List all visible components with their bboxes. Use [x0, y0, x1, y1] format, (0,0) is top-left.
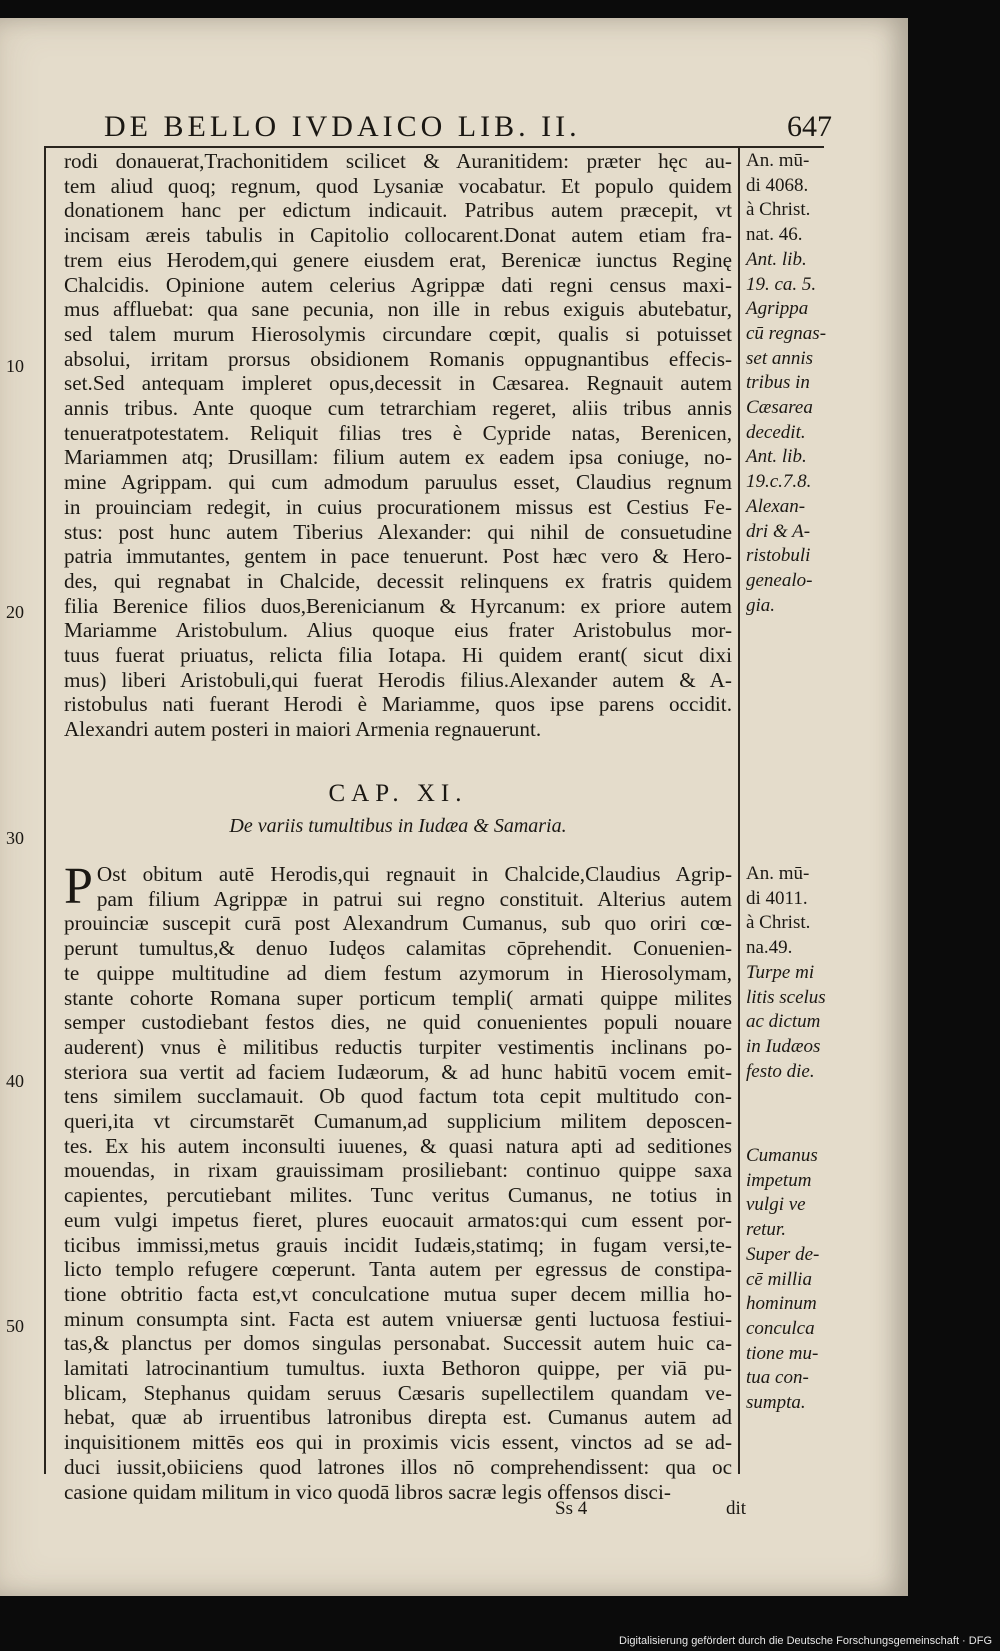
margin-note-line: 19.c.7.8. — [746, 471, 812, 493]
text-line: patria immutantes, gentem in pace tenuerunt. Post hæc vero & Hero- — [64, 544, 732, 569]
line-number: 50 — [6, 1316, 24, 1336]
text-line: capientes, percutiebant milites. Tunc veritus Cumanus, ne totius in — [64, 1183, 732, 1208]
margin-note-line: tione mu- — [746, 1342, 819, 1364]
text-line: minum consumpta sint. Facta est autem vniuersæ genti luctuosa festiui- — [64, 1306, 732, 1331]
text-line: Ost obitum autē Herodis,qui regnauit in Chalcide,Claudius Agrip- — [96, 862, 732, 886]
text-line: set.Sed antequam impleret opus,decessit in Cæsarea. Regnauit autem — [64, 371, 732, 396]
margin-note-line: festo die. — [746, 1060, 815, 1082]
text-line: tione obtritio facta est,vt conculcatione mutua super decem millia ho- — [64, 1281, 732, 1306]
line-number: 30 — [6, 828, 24, 848]
text-line: mine Agrippam. qui cum admodum paruulus esset, Claudius regnum — [64, 470, 732, 495]
margin-note-line: gia. — [746, 594, 776, 616]
text-line: tenueratpotestatem. Reliquit filias tres è Cypride natas, Berenicen, — [64, 420, 732, 445]
margin-note-line: An. mū- — [746, 150, 810, 171]
margin-note-line: tribus in — [746, 372, 810, 394]
text-line: queri,ita vt circumstarēt Cumanum,ad supplicium militem deposcen- — [64, 1109, 732, 1134]
margin-note-line: Agrippa — [746, 298, 809, 320]
text-line: perunt tumultus,& denuo Iudęos calamitas cōprehendit. Conuenien- — [64, 936, 732, 961]
page-number: 647 — [787, 110, 832, 143]
margin-note-line: genealo- — [746, 569, 813, 591]
text-line: trem eius Herodem,qui genere eiusdem erat, Berenicæ iunctus Reginę — [64, 247, 732, 272]
text-line: licto templo refugere cœperunt. Tanta autem per egressus de constipa- — [64, 1257, 732, 1282]
text-line: blicam, Stephanus quidam seruus Cæsaris supellectilem quandam ve- — [64, 1380, 732, 1405]
page-header — [44, 106, 832, 148]
text-line: pam filium Agrippæ in patrui sui regno constituit. Alterius autem — [96, 886, 732, 911]
text-line: in prouinciam redegit, in cuius procurationem missus est Cestius Fe- — [64, 494, 732, 519]
signature-mark: Ss 4 — [555, 1498, 588, 1519]
chapter-title: CAP. XI. — [328, 780, 468, 807]
text-line: tes. Ex his autem inconsulti iuuenes, & quasi natura apti ad seditiones — [64, 1133, 732, 1158]
margin-note-line: Cæsarea — [746, 397, 813, 419]
text-line: mouendas, in rixam grauissimam prosiliebant: continuo quippe saxa — [64, 1158, 732, 1183]
margin-note-line: impetum — [746, 1169, 812, 1191]
margin-note-line: tua con- — [746, 1367, 809, 1389]
text-line: des, qui regnabat in Chalcide, decessit relinquens ex fratris quidem — [64, 568, 732, 593]
margin-note-line: ac dictum — [746, 1011, 821, 1033]
text-line: donationem hanc per edictum indicauit. Patribus autem præcepit, vt — [64, 198, 732, 223]
drop-capital: P — [64, 858, 93, 915]
text-line: inquisitionem mittēs eos qui in proximis vicis essent, vinctos ad se ad- — [64, 1430, 732, 1455]
margin-note-line: Turpe mi — [746, 961, 815, 983]
margin-note-line: nat. 46. — [746, 224, 803, 246]
text-line: tas,& planctus per domos singulas personabat. Successit autem huic ca- — [64, 1331, 732, 1356]
text-line: sed talem murum Hierosolymis circundare cœpit, qualis si potuisset — [64, 321, 732, 346]
margin-note-line: decedit. — [746, 421, 806, 443]
text-line: prouinciæ suscepit curā post Alexandrum Cumanus, sub quo oriri cœ- — [64, 911, 732, 936]
text-line: mus affluebat: qua sane pecunia, non ille in rebus exiguis abutebatur, — [64, 297, 732, 322]
margin-note-line: na.49. — [746, 937, 793, 959]
text-line: ticibus immissi,metus grauis incidit Iudæis,statimq; in fugam versi,te- — [64, 1232, 732, 1257]
margin-note-line: Cumanus — [746, 1145, 818, 1166]
line-number: 10 — [6, 356, 24, 376]
margin-note-chronology-agrippa — [746, 149, 842, 618]
text-line: mus) liberi Aristobuli,qui fuerat Herodis filius.Alexander autem & A- — [64, 667, 732, 692]
chapter-subtitle: De variis tumultibus in Iudæa & Samaria. — [229, 815, 567, 837]
digitization-credit: Digitalisierung gefördert durch die Deutsche Forschungsgemeinschaft · DFG — [619, 1635, 992, 1647]
margin-note-line: set annis — [746, 347, 814, 369]
margin-note-line: à Christ. — [746, 912, 811, 934]
text-line: auderent) vnus è militibus reductis turpiter vestimentis inclinans po- — [64, 1034, 732, 1059]
book-page — [0, 18, 908, 1596]
margin-note-tumult — [746, 1144, 842, 1416]
text-line: semper custodiebant festos dies, ne quid conuenientes populi nouare — [64, 1010, 732, 1035]
margin-note-chronology-cumanus — [746, 862, 842, 1084]
text-line: eum vulgi impetus fieret, plures euocauit armatos:qui cum essent por- — [64, 1207, 732, 1232]
text-line: duci iussit,obiiciens quod latrones illos nō comprehendissent: qua oc — [64, 1454, 732, 1479]
margin-note-line: Alexan- — [746, 495, 806, 517]
text-line: filia Berenice filios duos,Berenicianum & Hyrcanum: ex priore autem — [64, 593, 732, 618]
margin-note-line: An. mū- — [746, 863, 810, 884]
text-line: ristobulus nati fuerant Herodi è Mariamme, quos ipse parens occidit. — [64, 692, 732, 717]
text-line: tuus fuerat priuatus, relicta filia Iotapa. Hi quidem erant( sicut dixi — [64, 643, 732, 668]
paragraph-1 — [64, 149, 732, 742]
text-line: Alexandri autem posteri in maiori Armenia regnauerunt. — [64, 717, 542, 742]
text-line: Chalcidis. Opinione autem celerius Agrippæ dati regni census maxi- — [64, 272, 732, 297]
margin-note-line: Ant. lib. — [746, 248, 807, 270]
margin-note-line: in Iudæos — [746, 1035, 821, 1057]
margin-note-line: litis scelus — [746, 986, 826, 1008]
text-line: casione quidam militum in vico quodā libros sacræ legis offensos disci- — [64, 1479, 671, 1504]
margin-note-line: vulgi ve — [746, 1194, 806, 1216]
text-line: stus: post hunc autem Tiberius Alexander: qui nihil de consuetudine — [64, 519, 732, 544]
margin-note-line: Super de- — [746, 1243, 820, 1265]
catchword: dit — [726, 1498, 747, 1519]
margin-note-line: dri & A- — [746, 520, 811, 542]
margin-note-line: à Christ. — [746, 199, 811, 221]
margin-note-line: conculca — [746, 1317, 815, 1339]
text-line: hebat, quæ ab irruentibus latronibus direpta est. Cumanus autem ad — [64, 1405, 732, 1430]
margin-note-line: 19. ca. 5. — [746, 273, 817, 295]
text-line: Mariammen atq; Drusillam: filium autem ex eadem ipsa coniuge, no- — [64, 445, 732, 470]
running-title: DE BELLO IVDAICO LIB. II. — [104, 110, 581, 143]
text-line: steriora sua vertit ad faciem Iudæorum, & ad hunc habitū vocem emit- — [64, 1059, 732, 1084]
margin-note-line: di 4011. — [746, 887, 808, 909]
margin-note-line: cū regnas- — [746, 322, 827, 344]
margin-rule — [738, 146, 740, 1474]
left-rule — [44, 146, 46, 1474]
margin-note-line: di 4068. — [746, 174, 809, 196]
margin-note-line: retur. — [746, 1219, 786, 1241]
line-number: 40 — [6, 1071, 24, 1091]
text-line: lamitati latrocinantium tumultus. iuxta Bethoron quippe, per viā pu- — [64, 1356, 732, 1381]
text-line: stante cohorte Romana super porticum templi( armati quippe milites — [64, 985, 732, 1010]
text-line: Mariamme Aristobulum. Alius quoque eius frater Aristobulus mor- — [64, 618, 732, 643]
text-line: annis tribus. Ante quoque cum tetrarchiam regeret, aliis tribus annis — [64, 396, 732, 421]
text-line: tem aliud quoq; regnum, quod Lysaniæ vocabatur. Et populo quidem — [64, 173, 732, 198]
text-line: absolui, irritam prorsus obsidionem Romanis oppugnantibus effecis- — [64, 346, 732, 371]
text-line: tens similem succlamauit. Ob quod factum tota cepit multitudo con- — [64, 1084, 732, 1109]
text-line: incisam æreis tabulis in Capitolio collocarent.Donat autem etiam fra- — [64, 223, 732, 248]
text-line: rodi donauerat,Trachonitidem scilicet & Auranitidem: præter hęc au- — [64, 149, 732, 173]
margin-note-line: hominum — [746, 1293, 817, 1315]
margin-note-line: ristobuli — [746, 545, 811, 567]
margin-note-line: Ant. lib. — [746, 446, 807, 468]
margin-note-line: sumpta. — [746, 1392, 806, 1414]
margin-note-line: cē millia — [746, 1268, 812, 1290]
line-number: 20 — [6, 602, 24, 622]
paragraph-2 — [64, 858, 732, 1504]
text-line: te quippe multitudine ad diem festum azymorum in Hierosolymam, — [64, 960, 732, 985]
